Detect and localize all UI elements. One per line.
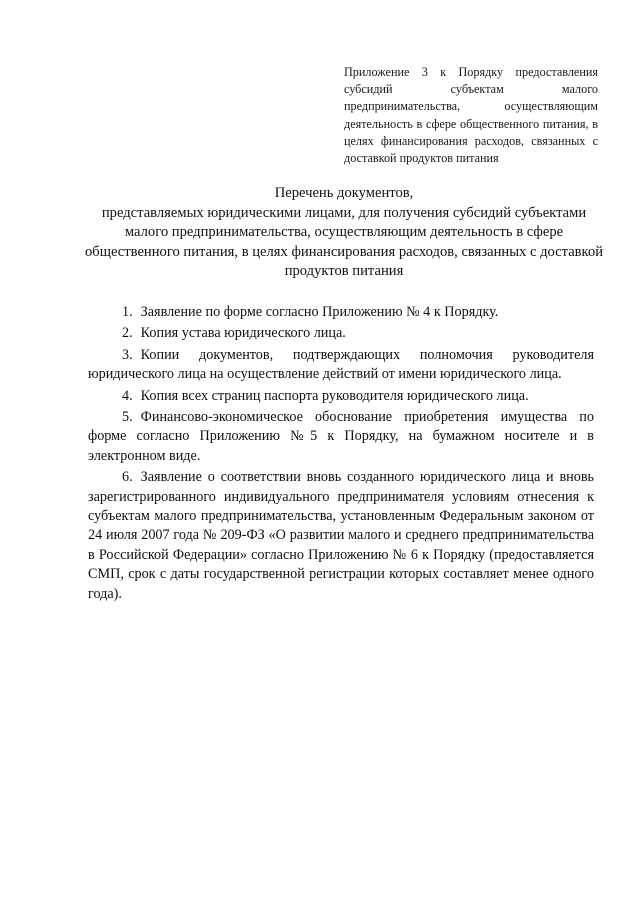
list-item-text: Копии документов, подтверждающих полномочия руководителя юридического лица на осуществление действий от имени юридического лица. bbox=[88, 346, 594, 383]
list-item-number: 6. bbox=[122, 469, 133, 486]
appendix-note: Приложение 3 к Порядку предоставления субсидий субъектам малого предпринимательства, осуществляющим деятельность в сфере общественного питания, в целях финансирования расходов, связанных с доставкой продуктов питания bbox=[344, 65, 598, 166]
list-item bbox=[88, 324, 594, 343]
list-item-text: Заявление по форме согласно Приложению № 4 к Порядку. bbox=[140, 304, 499, 320]
list-item bbox=[88, 303, 594, 322]
list-item-number: 5. bbox=[122, 409, 133, 426]
list-item bbox=[88, 468, 594, 604]
list-item-number: 4. bbox=[122, 387, 133, 404]
document-title-line-1: Перечень документов, bbox=[274, 185, 414, 201]
document-title-line-2: представляемых юридическими лицами, для получения субсидий субъектами малого предпринимательства, осуществляющим деятельность в сфере общественного питания, в целях финансирования расходов, связанных с доставкой продуктов питания bbox=[84, 204, 604, 280]
list-item-text: Заявление о соответствии вновь созданного юридического лица и вновь зарегистрированного индивидуального предпринимателя условиям отнесения к субъектам малого предпринимательства, установленным Федеральным законом от 24 июля 2007 года № 209-ФЗ «О развитии малого и среднего предпринимательства в Российской Федерации» согласно Приложению № 6 к Порядку (предоставляется СМП, срок с даты государственной регистрации которых составляет менее одного года). bbox=[88, 469, 594, 602]
list-item bbox=[88, 387, 594, 406]
list-item-number: 2. bbox=[122, 325, 133, 342]
document-title bbox=[84, 184, 604, 282]
document-list bbox=[88, 303, 594, 606]
list-item-number: 3. bbox=[122, 346, 133, 363]
list-item-number: 1. bbox=[122, 304, 133, 320]
list-item-text: Копия устава юридического лица. bbox=[140, 325, 346, 342]
list-item-text: Финансово-экономическое обоснование приобретения имущества по форме согласно Приложению №5 к Порядку, на бумажном носителе и в электронном виде. bbox=[88, 409, 594, 464]
list-item bbox=[88, 346, 594, 385]
list-item-text: Копия всех страниц паспорта руководителя юридического лица. bbox=[140, 387, 529, 404]
list-item bbox=[88, 408, 594, 466]
